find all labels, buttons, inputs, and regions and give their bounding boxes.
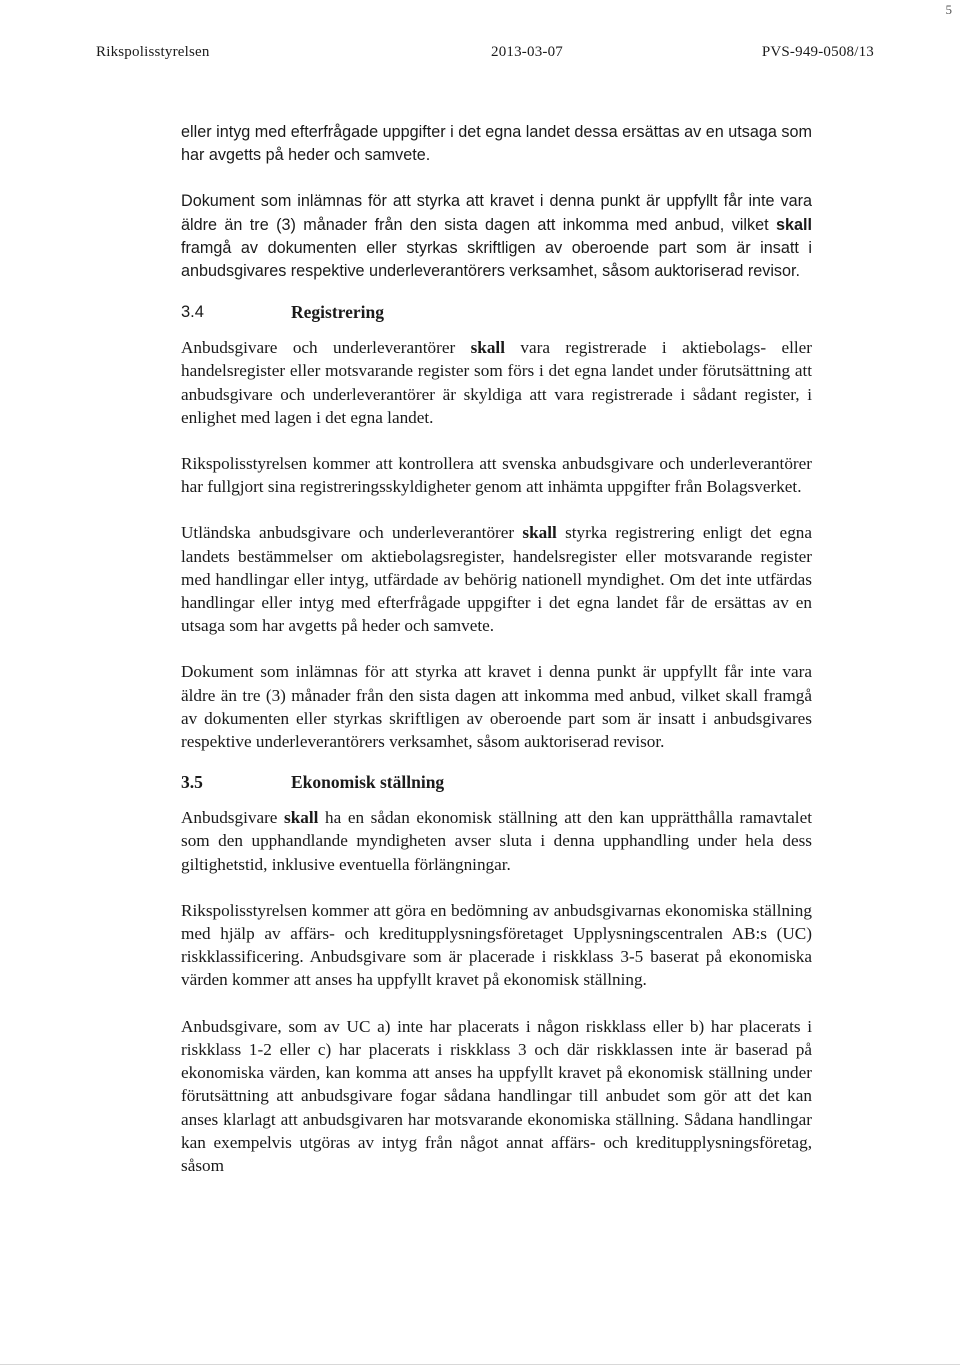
text-segment: Dokument som inlämnas för att styrka att kravet i denna punkt är uppfyllt får inte vara äldre än tre (3) månader från den sista dagen att inkomma med anbud, vilket — [181, 192, 812, 234]
paragraph-document-age — [181, 190, 812, 283]
header-reference: PVS-949-0508/13 — [761, 44, 874, 60]
text-segment: styrka registrering enligt det egna landets bestämmelser om aktiebolagsregister, handelsregister eller motsvarande register med handlingar eller intyg, utfärdade av behörig nationell myndighet. Om det inte utfärdas handlingar eller intyg med efterfrågade uppgifter i det egna landet får de ersättas av en utsaga som har avgetts på heder och samvete. — [181, 523, 813, 636]
emphasis-skall: skall — [775, 215, 812, 234]
paragraph-registration-requirement — [181, 336, 812, 429]
section-title: Registrering — [291, 302, 384, 323]
paragraph-continuation: eller intyg med efterfrågade uppgifter i det egna landet dessa ersättas av en utsaga som har avgetts på heder och samvete. — [181, 123, 812, 165]
bottom-divider — [0, 1364, 960, 1365]
emphasis-skall: skall — [470, 338, 505, 358]
text-segment: framgå av dokumenten eller styrkas skriftligen av oberoende part som är insatt i anbudsgivares respektive underleverantörers verksamhet, såsom auktoriserad revisor. — [181, 238, 812, 281]
header-organization: Rikspolisstyrelsen — [96, 44, 210, 60]
emphasis-skall: skall — [522, 523, 557, 543]
paragraph-financial-exceptions: Anbudsgivare, som av UC a) inte har placerats i någon riskklass eller b) har placerats i riskklass 1-2 eller c) har placerats i riskklass 3 och där riskklassen inte är baserad på ekonomiska värden, kan komma att anses ha uppfyllt kravet på ekonomisk ställning under förutsättning att anbudsgivare fogar sådana handlingar till anbudet som gör att det kan anses klarlagt att anbudsgivaren har motsvarande ekonomiska ställning. Sådana handlingar kan exempelvis utgöras av intyg från något annat affärs- och kreditupplysningsföretag, såsom — [181, 1016, 812, 1175]
paragraph-registration-check: Rikspolisstyrelsen kommer att kontrollera att svenska anbudsgivare och underleverantörer har fullgjort sina registreringsskyldigheter genom att inhämta uppgifter från Bolagsverket. — [181, 454, 812, 497]
emphasis-skall: skall — [284, 808, 319, 828]
header-date: 2013-03-07 — [491, 44, 563, 60]
section-number: 3.4 — [181, 303, 204, 322]
page-number: 5 — [945, 2, 952, 17]
text-segment: Utländska anbudsgivare och underleverantörer — [181, 523, 523, 543]
document-body — [181, 121, 812, 1177]
text-segment: ha en sådan ekonomisk ställning att den kan upprätthålla ramavtalet som den upphandlande myndigheten avser sluta i denna upphandling under hela dess giltighetstid, inklusive eventuella förlängningar. — [181, 808, 812, 874]
paragraph-financial-requirement — [181, 806, 812, 876]
text-segment: vara registrerade i aktiebolags- eller handelsregister eller motsvarande register som förs i det egna landet under förutsättning att anbudsgivare och underleverantörer är skyldiga att vara registrerade i sådant register, i enlighet med lagen i det egna landet. — [181, 338, 812, 427]
paragraph-document-age-2: Dokument som inlämnas för att styrka att kravet i denna punkt är uppfyllt får inte vara äldre än tre (3) månader från den sista dagen att inkomma med anbud, vilket skall framgå av dokumenten eller styrkas skriftligen av oberoende part som är insatt i anbudsgivares respektive underleverantörers verksamhet, såsom auktoriserad revisor. — [181, 662, 812, 752]
section-heading-3-4 — [181, 301, 812, 324]
text-segment: Anbudsgivare — [181, 808, 285, 828]
text-segment: Anbudsgivare och underleverantörer — [181, 338, 471, 358]
paragraph-financial-assessment: Rikspolisstyrelsen kommer att göra en bedömning av anbudsgivarnas ekonomiska ställning med hjälp av affärs- och kreditupplysningsföretaget Upplysningscentralen AB:s (UC) riskklassificering. Anbudsgivare som är placerade i riskklass 3-5 baserat på ekonomiska värden kommer att anses ha uppfyllt kravet på ekonomisk ställning. — [181, 900, 812, 990]
paragraph-foreign-registration — [181, 521, 812, 637]
section-title: Ekonomisk ställning — [291, 772, 445, 793]
section-number: 3.5 — [181, 772, 203, 793]
page-header — [96, 44, 874, 68]
section-heading-3-5 — [181, 771, 812, 794]
